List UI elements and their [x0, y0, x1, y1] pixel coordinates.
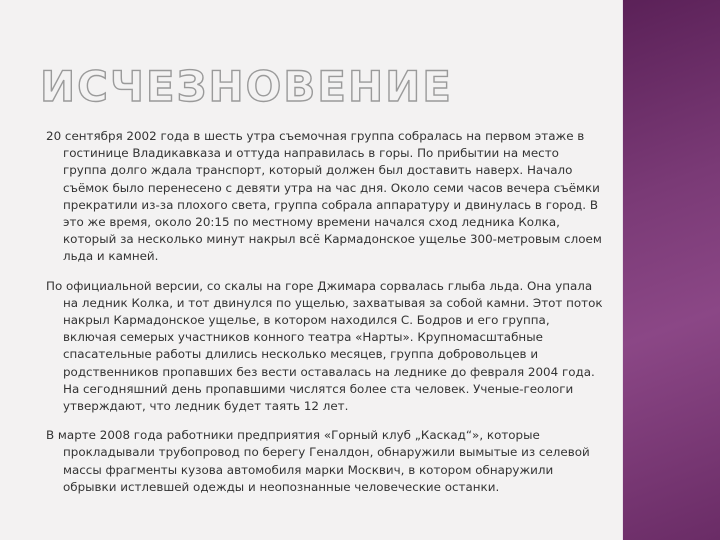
paragraph-2: По официальной версии, со скалы на горе Джимара сорвалась глыба льда. Она упала на ледник Колка, и тот двинулся по ущелью, захватывая за собой камни. Этот поток накрыл Кармадонское ущелье, в котором находился С. Бодров и его группа, включая семерых участников конного театра «Нарты». Крупномасштабные спасательные работы длились несколько месяцев, группа добровольцев и родственников пропавших без вести оставалась на леднике до февраля 2004 года. На сегодняшний день пропавшими числятся более ста человек. Ученые-геологи утверждают, что ледник будет таять 12 лет.	[46, 278, 603, 414]
slide-body	[46, 128, 606, 508]
paragraph-3: В марте 2008 года работники предприятия «Горный клуб „Каскад“», которые прокладывали трубопровод по берегу Геналдон, обнаружили вымытые из селевой массы фрагменты кузова автомобиля марки Москвич, в котором обнаружили обрывки истлевшей одежды и неопознанные человеческие останки.	[46, 428, 590, 494]
slide-title: ИСЧЕЗНОВЕНИЕ	[40, 62, 453, 111]
decorative-side-band	[623, 0, 720, 540]
paragraph-1: 20 сентября 2002 года в шесть утра съемочная группа собралась на первом этаже в гостинице Владикавказа и оттуда направилась в горы. По прибытии на место группа долго ждала транспорт, который должен был доставить наверх. Начало съёмок было перенесено с девяти утра на час дня. Около семи часов вечера съёмки прекратили из-за плохого света, группа собрала аппаратуру и двинулась в город. В это же время, около 20:15 по местному времени начался сход ледника Колка, который за несколько минут накрыл всё Кармадонское ущелье 300-метровым слоем льда и камней.	[46, 129, 602, 264]
